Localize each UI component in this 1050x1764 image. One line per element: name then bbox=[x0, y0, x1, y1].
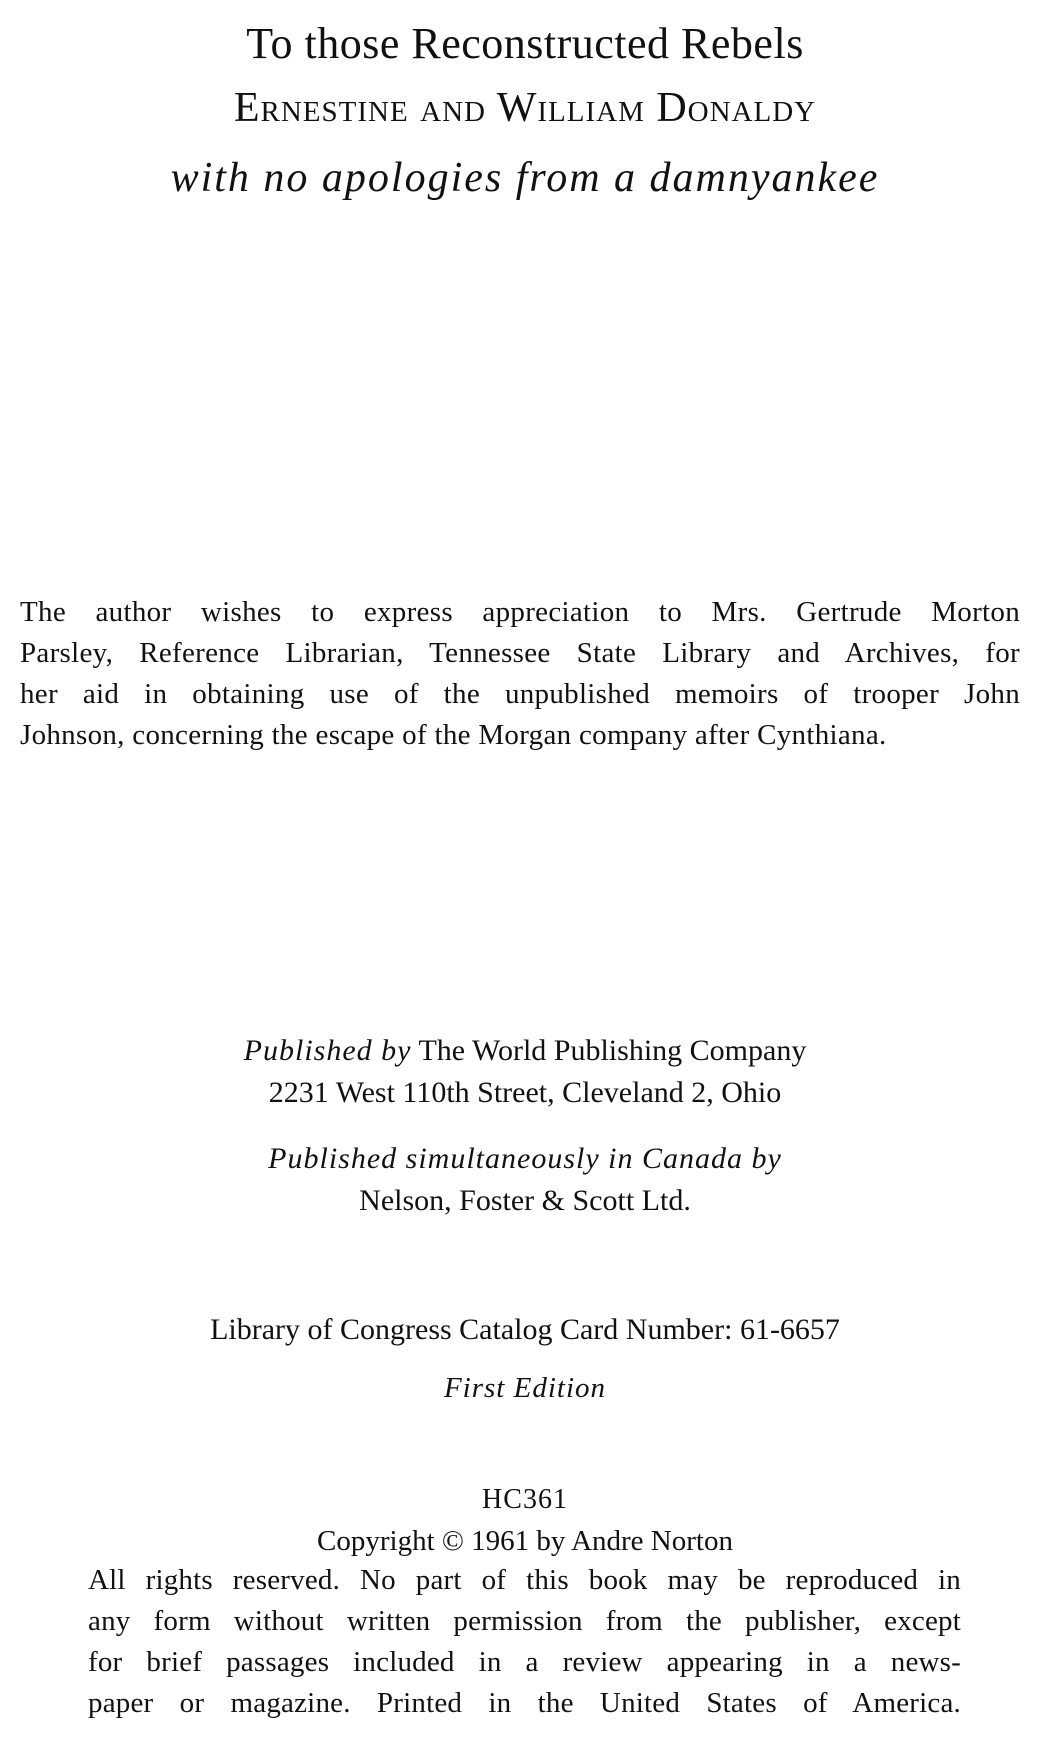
catalog-card-number: Library of Congress Catalog Card Number: 61-6657 bbox=[210, 1313, 840, 1346]
dedication bbox=[0, 12, 1050, 216]
rights-line: All rights reserved. No part of this book may be reproduced in bbox=[88, 1564, 961, 1596]
acknowledgment-paragraph bbox=[20, 592, 1020, 756]
publisher-block bbox=[0, 1030, 1050, 1222]
acknowledgment-line: The author wishes to express appreciation to Mrs. Gertrude Morton bbox=[20, 596, 1020, 628]
canada-label: Published simultaneously in Canada by bbox=[268, 1142, 782, 1175]
print-code: HC361 bbox=[482, 1484, 568, 1515]
publisher-name: The World Publishing Company bbox=[418, 1034, 807, 1067]
rights-line: any form without written permission from the publisher, except bbox=[88, 1605, 961, 1637]
rights-paragraph bbox=[88, 1560, 961, 1724]
published-by-label: Published by bbox=[243, 1034, 412, 1067]
canada-publisher: Nelson, Foster & Scott Ltd. bbox=[359, 1184, 691, 1217]
rights-line: paper or magazine. Printed in the United States of America. bbox=[88, 1687, 961, 1719]
edition: First Edition bbox=[443, 1372, 607, 1404]
acknowledgment-line: Johnson, concerning the escape of the Morgan company after Cynthiana. bbox=[20, 719, 887, 751]
dedication-line-1: To those Reconstructed Rebels bbox=[246, 19, 804, 68]
dedication-names: Ernestine and William Donaldy bbox=[233, 85, 817, 131]
publisher-address: 2231 West 110th Street, Cleveland 2, Ohio bbox=[268, 1076, 782, 1109]
acknowledgment-line: her aid in obtaining use of the unpublished memoirs of trooper John bbox=[20, 678, 1020, 710]
acknowledgment-line: Parsley, Reference Librarian, Tennessee State Library and Archives, for bbox=[20, 637, 1020, 669]
dedication-line-3: with no apologies from a damnyankee bbox=[170, 155, 880, 201]
publisher-line bbox=[0, 1030, 1050, 1072]
rights-line: for brief passages included in a review appearing in a news- bbox=[88, 1646, 961, 1678]
copyright-notice: Copyright © 1961 by Andre Norton bbox=[317, 1525, 733, 1557]
